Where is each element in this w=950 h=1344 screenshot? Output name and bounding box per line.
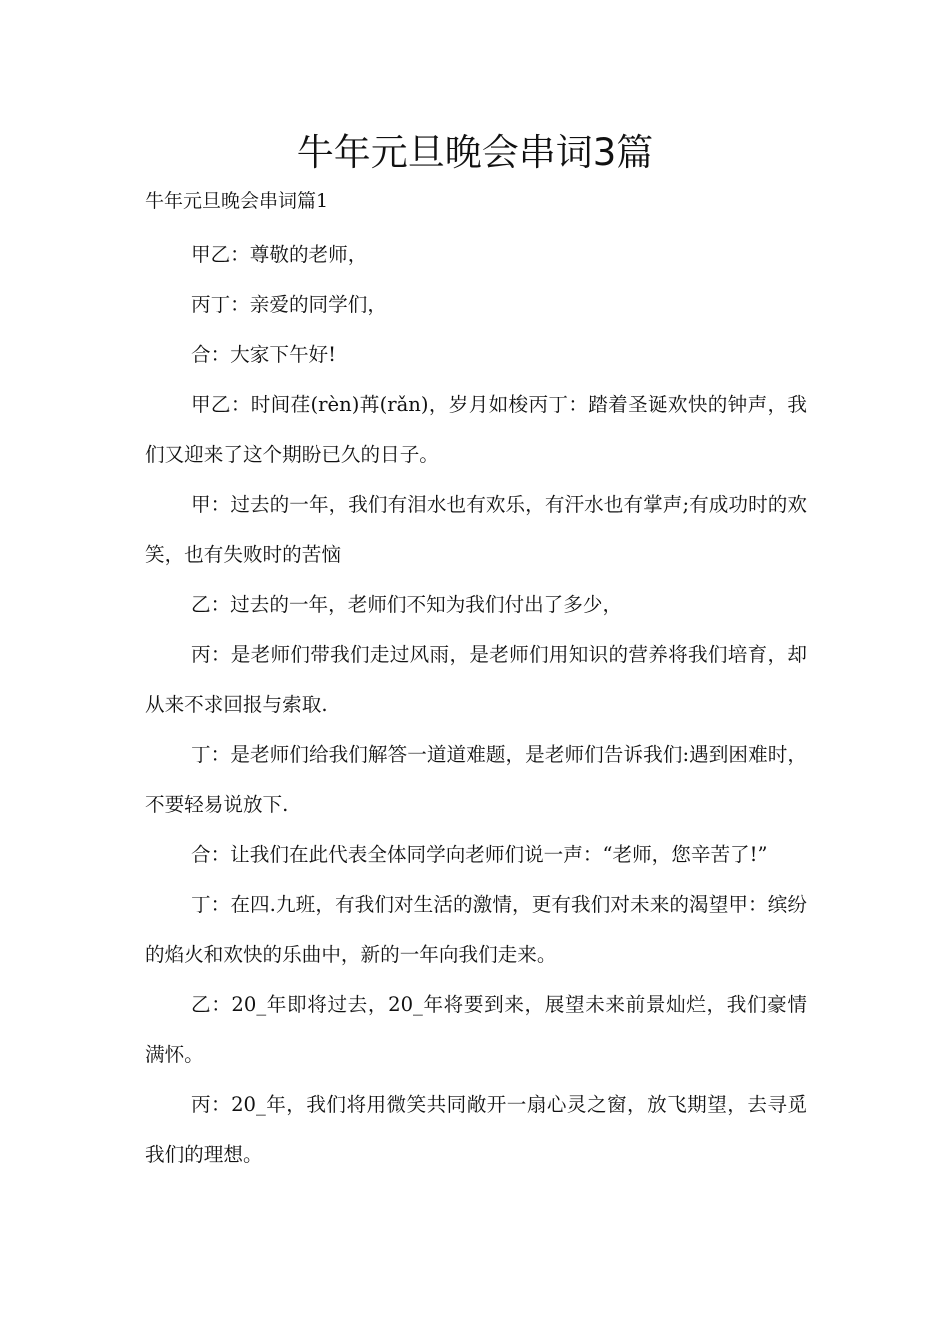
section-title: 牛年元旦晚会串词篇1 xyxy=(145,190,329,212)
paragraph: 丙：20_年，我们将用微笑共同敞开一扇心灵之窗，放飞期望，去寻觅我们的理想。 xyxy=(145,1093,807,1166)
paragraph: 甲：过去的一年，我们有泪水也有欢乐，有汗水也有掌声;有成功时的欢笑，也有失败时的苦恼 xyxy=(145,493,807,566)
paragraph: 乙：过去的一年，老师们不知为我们付出了多少， xyxy=(191,593,623,616)
document-title: 牛年元旦晚会串词3篇 xyxy=(296,131,654,174)
paragraph: 合：让我们在此代表全体同学向老师们说一声：“老师，您辛苦了!” xyxy=(191,843,768,866)
paragraph: 丁：是老师们给我们解答一道道难题，是老师们告诉我们:遇到困难时，不要轻易说放下. xyxy=(145,743,807,816)
paragraph: 丁：在四.九班，有我们对生活的激情，更有我们对未来的渴望甲：缤纷的焰火和欢快的乐曲中，新的一年向我们走来。 xyxy=(145,893,807,966)
paragraph: 合：大家下午好! xyxy=(191,343,337,366)
paragraph: 乙：20_年即将过去，20_年将要到来，展望未来前景灿烂，我们豪情满怀。 xyxy=(145,993,807,1066)
paragraph: 甲乙：时间荏(rèn)苒(rǎn)，岁月如梭丙丁：踏着圣诞欢快的钟声，我们又迎来了这个期盼已久的日子。 xyxy=(145,393,807,466)
paragraph: 丙丁：亲爱的同学们， xyxy=(191,293,387,316)
document-body xyxy=(145,230,807,1180)
paragraph: 甲乙：尊敬的老师， xyxy=(191,243,368,266)
paragraph: 丙：是老师们带我们走过风雨，是老师们用知识的营养将我们培育，却从来不求回报与索取. xyxy=(145,643,807,716)
